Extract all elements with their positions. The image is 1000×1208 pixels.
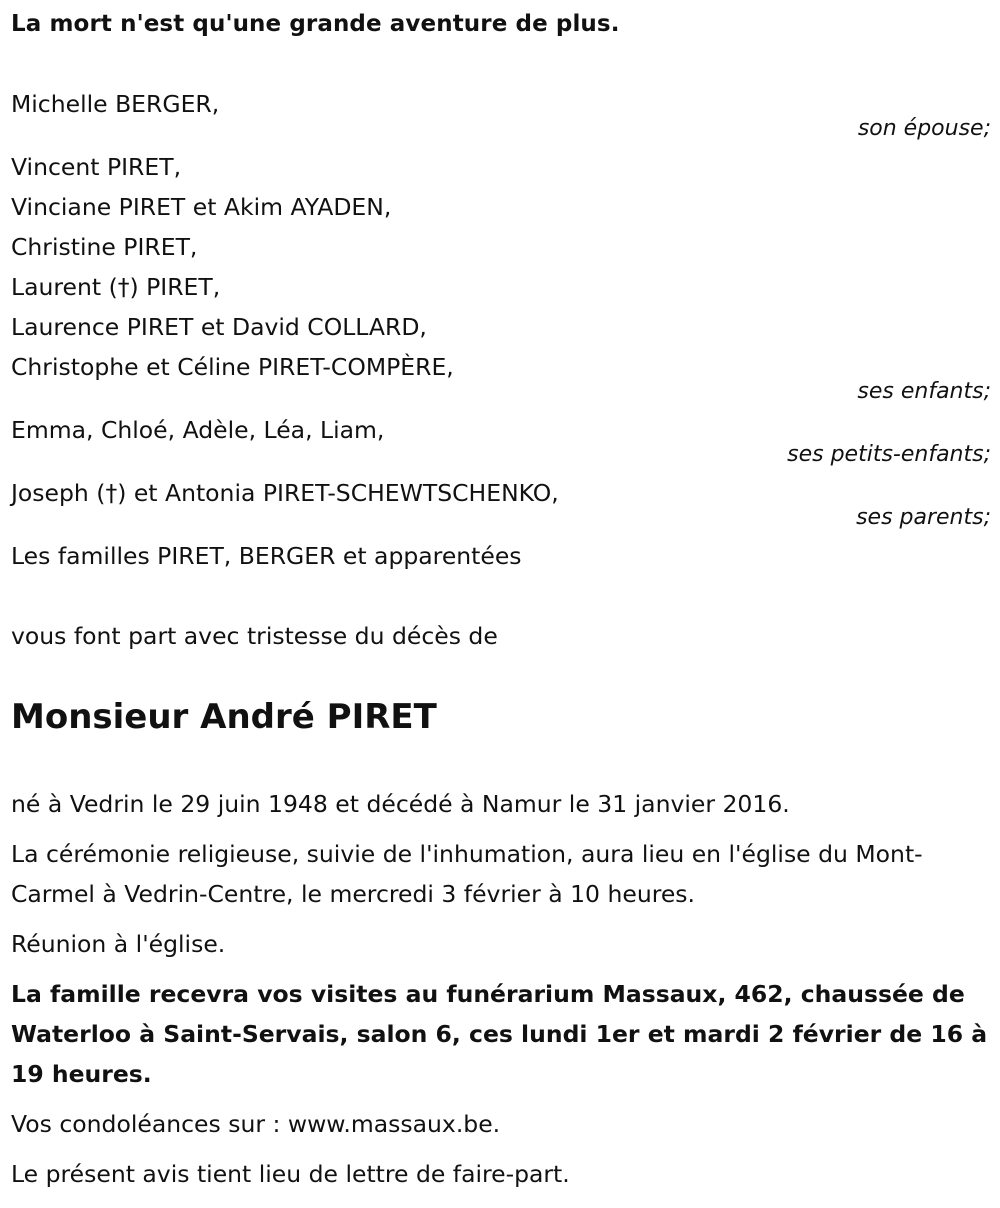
child-name: Christine PIRET,	[11, 233, 198, 261]
child-name: Laurent (†) PIRET,	[11, 273, 221, 301]
child-name: Laurence PIRET et David COLLARD,	[11, 313, 427, 341]
parents-names: Joseph (†) et Antonia PIRET-SCHEWTSCHENKO,	[11, 479, 559, 507]
child-name: Christophe et Céline PIRET-COMPÈRE,	[11, 353, 454, 381]
child-name: Vincent PIRET,	[11, 153, 182, 181]
parents-relation: ses parents;	[856, 505, 991, 530]
announcement-text: vous font part avec tristesse du décès de	[11, 622, 498, 650]
notice-text: Le présent avis tient lieu de lettre de faire-part.	[11, 1160, 570, 1188]
epigraph-quote: La mort n'est qu'une grande aventure de plus.	[11, 11, 620, 37]
ceremony-text: La cérémonie religieuse, suivie de l'inhumation, aura lieu en l'église du Mont-Carmel à Vedrin-Centre, le mercredi 3 février à 10 heures.	[11, 840, 923, 908]
meeting-text: Réunion à l'église.	[11, 930, 226, 958]
condolences-text: Vos condoléances sur : www.massaux.be.	[11, 1110, 501, 1138]
grandchildren-names: Emma, Chloé, Adèle, Léa, Liam,	[11, 416, 385, 444]
families-line: Les familles PIRET, BERGER et apparentées	[11, 542, 522, 570]
deceased-name: Monsieur André PIRET	[11, 697, 437, 737]
grandchildren-relation: ses petits-enfants;	[787, 442, 991, 467]
visits-text: La famille recevra vos visites au funérarium Massaux, 462, chaussée de Waterloo à Saint-Servais, salon 6, ces lundi 1er et mardi 2 février de 16 à 19 heures.	[11, 980, 988, 1088]
spouse-relation: son épouse;	[857, 116, 991, 141]
spouse-name: Michelle BERGER,	[11, 90, 220, 118]
child-name: Vinciane PIRET et Akim AYADEN,	[11, 193, 392, 221]
birth-death-text: né à Vedrin le 29 juin 1948 et décédé à Namur le 31 janvier 2016.	[11, 790, 790, 818]
children-relation: ses enfants;	[857, 379, 991, 404]
